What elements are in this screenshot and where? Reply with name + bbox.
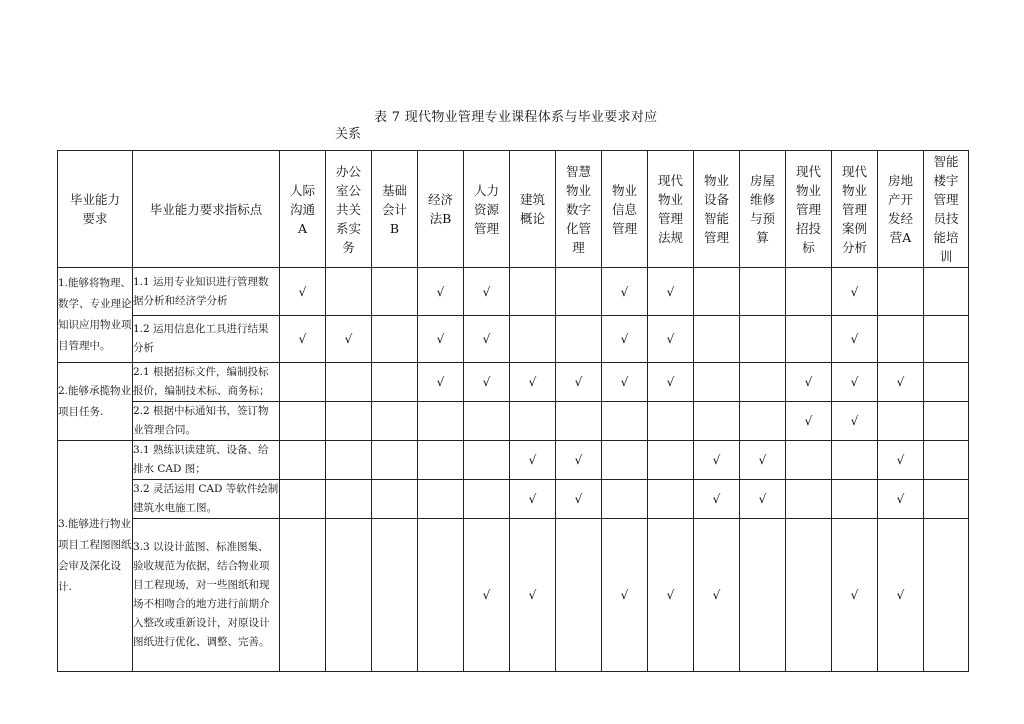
- header-course: 人力资源管理: [464, 151, 510, 268]
- empty-cell: [326, 268, 372, 316]
- check-mark-cell: √: [280, 268, 326, 316]
- check-mark-cell: √: [602, 316, 648, 363]
- check-mark-cell: √: [602, 519, 648, 672]
- empty-cell: [280, 441, 326, 480]
- check-mark-cell: √: [464, 268, 510, 316]
- empty-cell: [878, 402, 924, 441]
- empty-cell: [786, 480, 832, 519]
- empty-cell: [372, 316, 418, 363]
- check-mark-cell: √: [740, 480, 786, 519]
- indicator-cell: 2.2 根据中标通知书，签订物业管理合同。: [133, 402, 280, 441]
- indicator-cell: 3.3 以设计蓝图、标准图集、验收规范为依据，结合物业项目工程现场，对一些图纸和现场不相吻合的地方进行前期介入整改或重新设计，对原设计图纸进行优化、调整、完善。: [133, 519, 280, 672]
- empty-cell: [464, 480, 510, 519]
- empty-cell: [556, 402, 602, 441]
- header-indicator: 毕业能力要求指标点: [133, 151, 280, 268]
- check-mark-cell: √: [832, 519, 878, 672]
- check-mark-cell: √: [694, 519, 740, 672]
- indicator-cell: 3.1 熟练识读建筑、设备、给排水 CAD 图；: [133, 441, 280, 480]
- header-course: 智能楼宇管理员技能培训: [924, 151, 969, 268]
- check-mark-cell: √: [464, 363, 510, 402]
- header-course: 智慧物业数字化管理: [556, 151, 602, 268]
- empty-cell: [372, 480, 418, 519]
- check-mark-cell: √: [832, 316, 878, 363]
- header-row: [58, 151, 969, 268]
- table-row: [58, 268, 969, 316]
- header-course: 现代物业管理招投标: [786, 151, 832, 268]
- indicator-cell: 3.2 灵活运用 CAD 等软件绘制建筑水电施工图。: [133, 480, 280, 519]
- empty-cell: [418, 402, 464, 441]
- check-mark-cell: √: [786, 363, 832, 402]
- empty-cell: [510, 402, 556, 441]
- empty-cell: [556, 316, 602, 363]
- check-mark-cell: √: [418, 363, 464, 402]
- empty-cell: [924, 268, 969, 316]
- empty-cell: [602, 480, 648, 519]
- table-row: [58, 441, 969, 480]
- empty-cell: [372, 441, 418, 480]
- indicator-cell: 1.1 运用专业知识进行管理数据分析和经济学分析: [133, 268, 280, 316]
- header-course: 现代物业管理法规: [648, 151, 694, 268]
- check-mark-cell: √: [878, 441, 924, 480]
- empty-cell: [740, 316, 786, 363]
- header-course: 物业设备智能管理: [694, 151, 740, 268]
- table-caption: 表 7 现代物业管理专业课程体系与毕业要求对应: [374, 110, 658, 125]
- header-course: 办公室公共关系实务: [326, 151, 372, 268]
- empty-cell: [326, 402, 372, 441]
- check-mark-cell: √: [556, 480, 602, 519]
- empty-cell: [510, 268, 556, 316]
- empty-cell: [280, 519, 326, 672]
- empty-cell: [694, 402, 740, 441]
- check-mark-cell: √: [832, 402, 878, 441]
- header-course: 房地产开发经营A: [878, 151, 924, 268]
- empty-cell: [418, 480, 464, 519]
- empty-cell: [418, 519, 464, 672]
- check-mark-cell: √: [510, 441, 556, 480]
- empty-cell: [832, 441, 878, 480]
- check-mark-cell: √: [786, 402, 832, 441]
- empty-cell: [280, 363, 326, 402]
- empty-cell: [694, 268, 740, 316]
- empty-cell: [786, 268, 832, 316]
- table-row: [58, 519, 969, 672]
- check-mark-cell: √: [878, 480, 924, 519]
- check-mark-cell: √: [648, 316, 694, 363]
- empty-cell: [740, 363, 786, 402]
- requirement-cell: 3.能够进行物业项目工程图图纸会审及深化设计.: [58, 441, 133, 672]
- table-caption-continued: 关系: [335, 127, 362, 142]
- check-mark-cell: √: [418, 316, 464, 363]
- check-mark-cell: √: [556, 441, 602, 480]
- empty-cell: [464, 441, 510, 480]
- empty-cell: [740, 268, 786, 316]
- requirement-cell: 2.能够承揽物业项目任务.: [58, 363, 133, 441]
- table-row: [58, 363, 969, 402]
- empty-cell: [694, 363, 740, 402]
- check-mark-cell: √: [510, 480, 556, 519]
- empty-cell: [372, 363, 418, 402]
- check-mark-cell: √: [602, 363, 648, 402]
- empty-cell: [510, 316, 556, 363]
- table-row: [58, 402, 969, 441]
- empty-cell: [648, 402, 694, 441]
- empty-cell: [740, 519, 786, 672]
- empty-cell: [924, 519, 969, 672]
- check-mark-cell: √: [648, 268, 694, 316]
- empty-cell: [556, 519, 602, 672]
- empty-cell: [556, 268, 602, 316]
- check-mark-cell: √: [510, 363, 556, 402]
- empty-cell: [924, 402, 969, 441]
- check-mark-cell: √: [694, 441, 740, 480]
- empty-cell: [786, 316, 832, 363]
- check-mark-cell: √: [510, 519, 556, 672]
- table-row: [58, 316, 969, 363]
- empty-cell: [602, 402, 648, 441]
- check-mark-cell: √: [326, 316, 372, 363]
- empty-cell: [326, 480, 372, 519]
- table-row: [58, 480, 969, 519]
- empty-cell: [740, 402, 786, 441]
- header-course: 物业信息管理: [602, 151, 648, 268]
- empty-cell: [832, 480, 878, 519]
- empty-cell: [418, 441, 464, 480]
- header-course: 基础会计B: [372, 151, 418, 268]
- empty-cell: [326, 519, 372, 672]
- empty-cell: [924, 363, 969, 402]
- header-course: 房屋维修与预算: [740, 151, 786, 268]
- header-course: 经济法B: [418, 151, 464, 268]
- check-mark-cell: √: [464, 316, 510, 363]
- requirement-cell: 1.能够将物理、数学、专业理论知识应用物业项目管理中。: [58, 268, 133, 363]
- empty-cell: [786, 519, 832, 672]
- check-mark-cell: √: [832, 363, 878, 402]
- empty-cell: [280, 480, 326, 519]
- empty-cell: [280, 402, 326, 441]
- empty-cell: [924, 316, 969, 363]
- check-mark-cell: √: [648, 363, 694, 402]
- check-mark-cell: √: [418, 268, 464, 316]
- empty-cell: [694, 316, 740, 363]
- empty-cell: [326, 441, 372, 480]
- empty-cell: [648, 441, 694, 480]
- header-requirement: 毕业能力要求: [58, 151, 133, 268]
- empty-cell: [372, 268, 418, 316]
- header-course: 人际沟通A: [280, 151, 326, 268]
- empty-cell: [602, 441, 648, 480]
- check-mark-cell: √: [694, 480, 740, 519]
- empty-cell: [326, 363, 372, 402]
- header-course: 现代物业管理案例分析: [832, 151, 878, 268]
- check-mark-cell: √: [878, 363, 924, 402]
- empty-cell: [924, 441, 969, 480]
- check-mark-cell: √: [740, 441, 786, 480]
- indicator-cell: 2.1 根据招标文件，编制投标报价，编制技术标、商务标；: [133, 363, 280, 402]
- indicator-cell: 1.2 运用信息化工具进行结果分析: [133, 316, 280, 363]
- empty-cell: [464, 402, 510, 441]
- matrix-body: [58, 268, 969, 672]
- check-mark-cell: √: [648, 519, 694, 672]
- empty-cell: [878, 268, 924, 316]
- course-requirement-matrix: [57, 150, 969, 672]
- check-mark-cell: √: [602, 268, 648, 316]
- empty-cell: [372, 519, 418, 672]
- check-mark-cell: √: [832, 268, 878, 316]
- empty-cell: [924, 480, 969, 519]
- empty-cell: [878, 316, 924, 363]
- check-mark-cell: √: [280, 316, 326, 363]
- empty-cell: [786, 441, 832, 480]
- check-mark-cell: √: [556, 363, 602, 402]
- check-mark-cell: √: [878, 519, 924, 672]
- header-course: 建筑概论: [510, 151, 556, 268]
- empty-cell: [648, 480, 694, 519]
- empty-cell: [372, 402, 418, 441]
- check-mark-cell: √: [464, 519, 510, 672]
